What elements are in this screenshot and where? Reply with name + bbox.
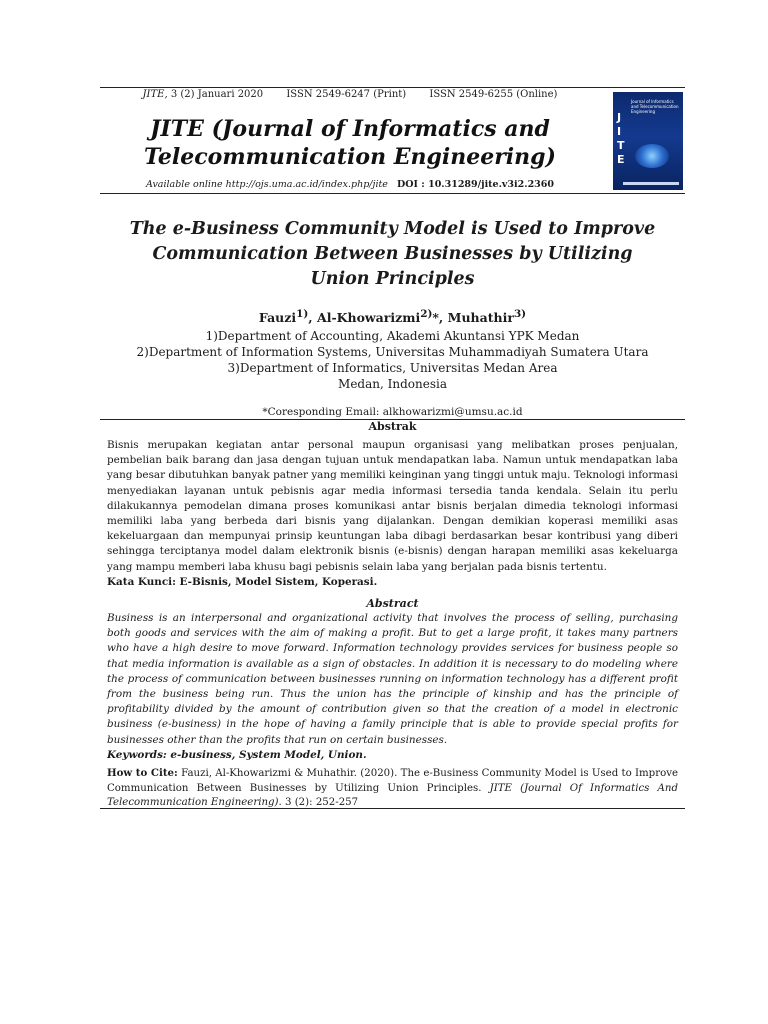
abstract-keywords: Keywords: e-business, System Model, Union. (107, 748, 367, 761)
abstract-heading: Abstract (366, 597, 419, 610)
issn-print: ISSN 2549-6247 (Print) (286, 89, 407, 100)
author-al-khowarizmi: , Al-Khowarizmi (308, 310, 421, 326)
author-list (100, 308, 685, 325)
how-to-cite-pages: . 3 (2): 252-257 (278, 797, 359, 808)
abstrak-body (107, 438, 678, 590)
paper-title-line3: Union Principles (310, 269, 475, 289)
affiliation-1: 1)Department of Accounting, Akademi Akuntansi YPK Medan (205, 329, 580, 343)
paper-title-line1: The e-Business Community Model is Used to Improve (129, 219, 656, 239)
cite-bottom-rule (100, 808, 685, 809)
affiliation-2: 2)Department of Information Systems, Universitas Muhammadiyah Sumatera Utara (136, 345, 649, 359)
how-to-cite-label: How to Cite: (107, 767, 178, 779)
issn-online: ISSN 2549-6255 (Online) (429, 89, 558, 100)
journal-cover-image (613, 92, 683, 190)
journal-abbr: JITE, (142, 89, 168, 100)
cover-globe-graphic (635, 144, 669, 168)
abstract-body (107, 611, 678, 763)
journal-title-line1: JITE (Journal of Informatics and (150, 116, 550, 142)
availability-line (100, 179, 600, 190)
journal-title-line2: Telecommunication Engineering) (144, 144, 556, 170)
cover-title: Journal of Informatics and Telecommunication Engineering (631, 99, 679, 114)
author2-affil-mark: 2) (420, 308, 433, 320)
how-to-cite-text: Fauzi, Al-Khowarizmi & Muhathir. (2020). The e-Business Community Model is Used to Improve Communication Between Businesses by Utilizing Union Principles. (107, 768, 678, 794)
abstrak-heading: Abstrak (368, 420, 417, 433)
author3-affil-mark: 3) (513, 308, 527, 320)
journal-issue: 3 (2) Januari 2020 (170, 89, 264, 100)
header-bottom-rule (100, 193, 685, 194)
journal-title (100, 115, 600, 171)
cover-letter-j: J (617, 111, 622, 124)
affiliation-3: 3)Department of Informatics, Universitas Medan Area (227, 361, 558, 375)
cover-letter-i: I (617, 125, 622, 138)
cover-letter-t: T (617, 139, 625, 152)
header-top-rule (100, 87, 685, 88)
corresponding-email: *Coresponding Email: alkhowarizmi@umsu.ac.id (262, 406, 523, 418)
journal-meta-line (100, 89, 600, 100)
cover-letter-e: E (617, 153, 625, 166)
author1-affil-mark: 1) (296, 308, 309, 320)
available-online-link[interactable]: Available online http://ojs.uma.ac.id/index.php/jite (145, 179, 388, 190)
paper-title (100, 217, 685, 292)
abstract-text: Business is an interpersonal and organizational activity that involves the process of selling, purchasing both goods and services with the aim of making a profit. But to get a large profit, it takes many partners who have a high desire to move forward. Information technology provides services for business people so that media information is available as a sign of obstacles. In addition it is necessary to do modeling where the process of communication between businesses running on information technology has a different profit from the business being run. Thus the union has the principle of kinship and has the principle of profitability divided by the amount of contribution given so that the creation of a model in electronic business (e-business) in the hope of having a family principle that is able to provide special profits for businesses other than the profits that run on certain businesses. (107, 612, 678, 746)
cover-footer-band (623, 182, 679, 185)
abstrak-text: Bisnis merupakan kegiatan antar personal maupun organisasi yang melibatkan proses penjualan, pembelian baik barang dan jasa dengan tujuan untuk mendapatkan laba. Namun untuk mendapatkan laba yang besar dibutuhkan banyak patner yang memiliki keinginan yang tinggi untuk maju. Teknologi informasi menyediakan layanan untuk pebisnis agar media informasi tersedia tanda kendala. Selain itu perlu dilakukannya pemodelan dimana proses komunikasi antar bisnis berjalan dimedia teknologi informasi memiliki laba yang berbeda dari bisnis yang dijalankan. Dengan demikian koperasi memiliki asas kekeluargaan dan mempunyai prinsip keuntungan laba dibagi berdasarkan besar kontribusi yang diberi sehingga terciptanya model dalam elektronik bisnis (e-bisnis) dengan harapan memiliki asas kekeluarga yang mampu memberi laba khusu bagi pebisnis selain laba yang berjalan pada bisnis tertentu. (107, 439, 678, 573)
affiliation-city: Medan, Indonesia (338, 377, 447, 391)
author-fauzi: Fauzi (258, 310, 297, 326)
doi[interactable]: DOI : 10.31289/jite.v3i2.2360 (397, 179, 555, 190)
abstrak-keywords: Kata Kunci: E-Bisnis, Model Sistem, Koperasi. (107, 575, 378, 588)
paper-title-line2: Communication Between Businesses by Utilizing (152, 244, 633, 264)
how-to-cite-journal: JITE (Journal Of Informatics And Telecommunication Engineering) (107, 782, 678, 808)
author-muhathir: *, Muhathir (432, 310, 514, 326)
how-to-cite (107, 766, 678, 811)
